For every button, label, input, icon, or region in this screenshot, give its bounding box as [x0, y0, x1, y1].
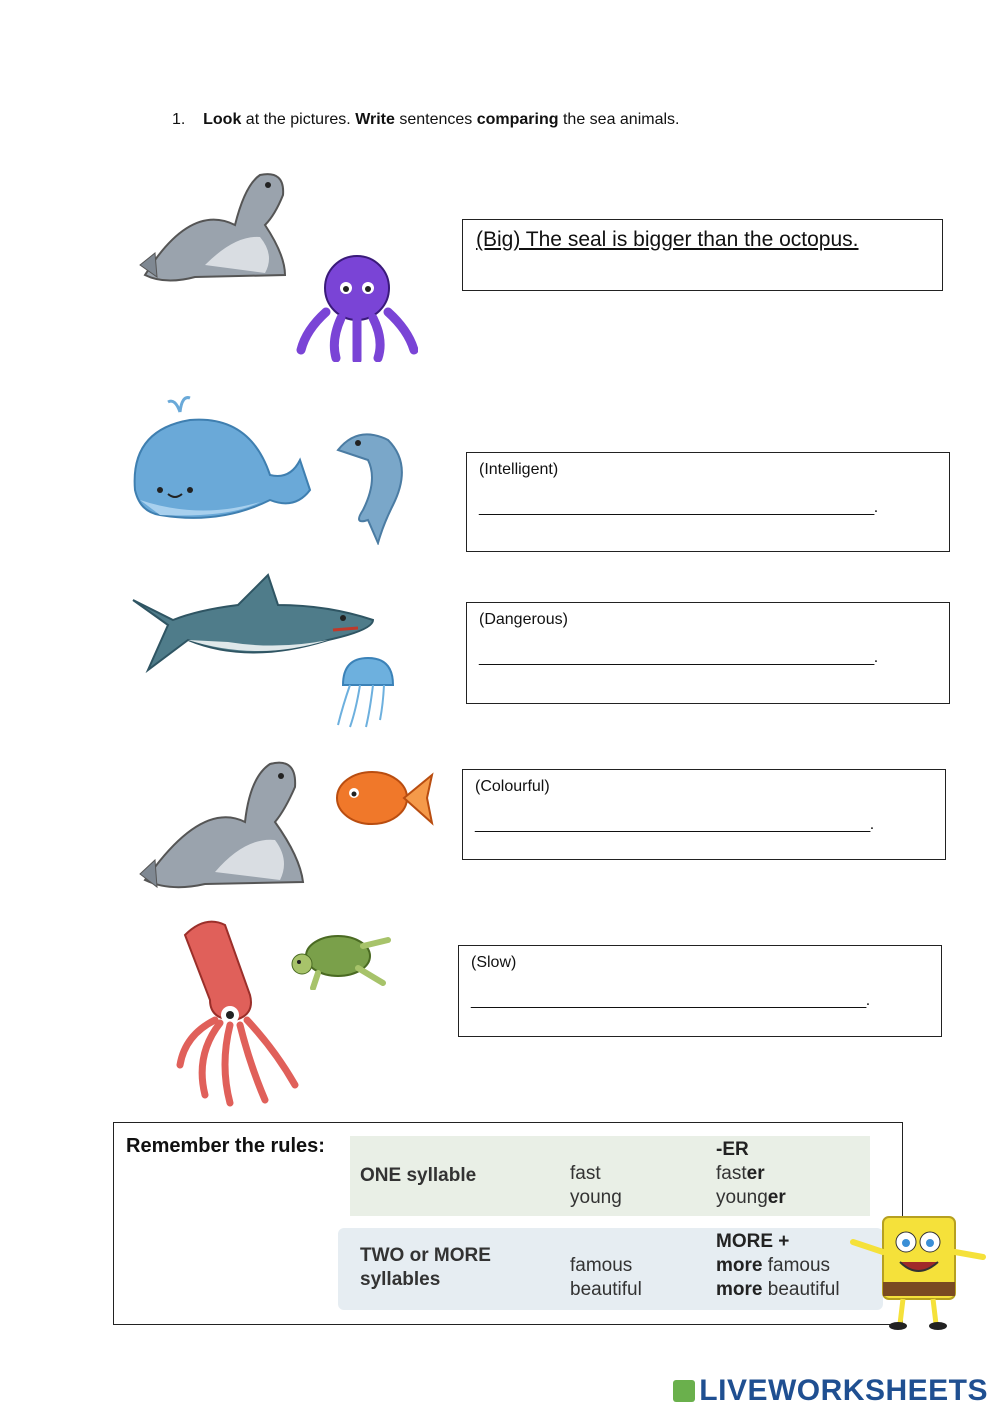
instruction-text-1: at the pictures. [241, 111, 356, 128]
rule-example-young: young [570, 1187, 622, 1208]
instruction [172, 111, 679, 129]
rules-title: Remember the rules: [126, 1135, 325, 1157]
answer-box-intelligent [466, 452, 950, 552]
form-more-beautiful: beautiful [762, 1279, 840, 1300]
form-more-1: more [716, 1255, 763, 1276]
rule-er: -ER [716, 1139, 749, 1160]
answer-box-colourful [462, 769, 946, 860]
instruction-word-comparing: comparing [476, 111, 559, 128]
rule-example-fast: fast [570, 1163, 601, 1184]
instruction-text-2: sentences [394, 111, 477, 128]
prompt-colourful: (Colourful) [475, 778, 550, 795]
form-more-famous: famous [762, 1255, 831, 1276]
liveworksheets-logo [673, 1374, 988, 1408]
rule-row-two-syllables [338, 1228, 883, 1310]
rule-type-two-line2: syllables [360, 1269, 441, 1290]
form-more-2: more [716, 1279, 763, 1300]
form-faster-base: fast [716, 1163, 747, 1184]
logo-text: LIVEWORKSHEETS [699, 1374, 988, 1407]
prompt-dangerous: (Dangerous) [479, 611, 568, 628]
seal-illustration-2 [135, 752, 330, 902]
instruction-number: 1. [172, 111, 186, 128]
rules-box [113, 1122, 903, 1325]
rule-row-one-syllable [350, 1136, 870, 1216]
logo-icon [673, 1380, 695, 1402]
rule-more: MORE + [716, 1231, 790, 1252]
form-younger-base: young [716, 1187, 768, 1208]
seal-illustration [135, 165, 305, 295]
answer-box-example [462, 219, 943, 291]
jellyfish-illustration [328, 655, 398, 730]
rule-forms-two [716, 1230, 840, 1302]
answer-line-slow[interactable]: _______________________________________________. [471, 992, 870, 1009]
rule-example-beautiful: beautiful [570, 1279, 642, 1300]
answer-line-intelligent[interactable]: _______________________________________________. [479, 499, 878, 516]
example-sentence: (Big) The seal is bigger than the octopus. [476, 228, 859, 251]
answer-box-slow [458, 945, 942, 1037]
answer-box-dangerous [466, 602, 950, 704]
rule-forms-one [716, 1138, 786, 1210]
goldfish-illustration [332, 765, 437, 830]
octopus-illustration [296, 250, 418, 362]
instruction-word-write: Write [355, 111, 395, 128]
turtle-illustration [288, 928, 392, 990]
dolphin-illustration [333, 425, 418, 545]
rule-type-two-line1: TWO or MORE [360, 1245, 491, 1266]
prompt-intelligent: (Intelligent) [479, 461, 559, 478]
rule-type-one: ONE syllable [360, 1165, 477, 1186]
whale-illustration [120, 390, 315, 530]
instruction-text-3: the sea animals. [558, 111, 680, 128]
prompt-slow: (Slow) [471, 954, 517, 971]
rule-type-two [360, 1244, 491, 1292]
form-younger-suffix: er [767, 1187, 786, 1208]
rule-examples-two [570, 1254, 642, 1302]
answer-line-dangerous[interactable]: _______________________________________________. [479, 649, 878, 666]
rule-examples-one [570, 1162, 622, 1210]
sponge-character-illustration [848, 1212, 988, 1332]
rule-example-famous: famous [570, 1255, 633, 1276]
form-faster-suffix: er [746, 1163, 765, 1184]
answer-line-colourful[interactable]: _______________________________________________. [475, 816, 874, 833]
instruction-word-look: Look [203, 111, 242, 128]
